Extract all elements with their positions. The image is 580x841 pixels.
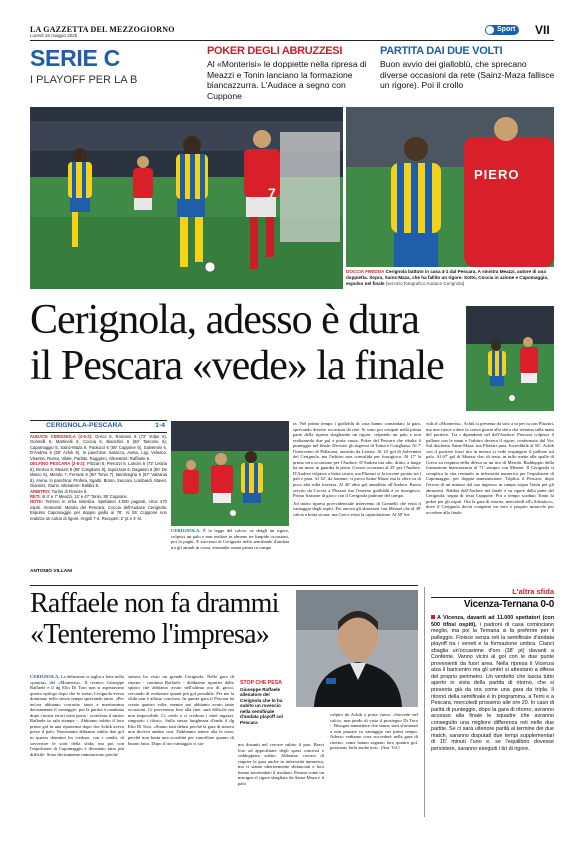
sidebar-lead: A Vicenza, davanti ad 11.000 spettatori (con 500 tifosi ospiti), bbox=[431, 615, 554, 628]
photo-sainz-maza bbox=[346, 107, 554, 267]
rubric-subtitle: I PLAYOFF PER LA B bbox=[30, 74, 138, 86]
teaser-volti-kicker: PARTITA DAI DUE VOLTI bbox=[380, 45, 503, 57]
jersey-number: 7 bbox=[268, 185, 276, 201]
caption-lead: DOCCIA FREDDA bbox=[346, 269, 385, 274]
sidebar-rule bbox=[431, 597, 554, 598]
headline2-line2: «Tenteremo l'impresa» bbox=[30, 619, 269, 650]
tabellino-label: RETI: bbox=[30, 493, 41, 499]
tabellino-label: NOTE: bbox=[30, 499, 44, 505]
headline-line2: il Pescara «vede» la finale bbox=[30, 343, 444, 389]
photo-action bbox=[171, 421, 289, 526]
tabellino-cerignola bbox=[30, 434, 167, 461]
article1-col3-text: ra. Nel primo tempo i gialloblù di casa hanno comandato la gara, sprecando diverse occasioni da rete. Si sono poi sciupati nella prima parte della ripresa sbagliando un rigore, colpendo un palo e non realizzando due gol a porta vuota. Poker del Pescara che ribalta il punteggio nel finale. Decisivi gli ingressi di Tonin e Corigliano. Al 7' l'intervento di Pellacani, assistito da Letizia. Al 14' gol di Salvemini del Cerignola, ma l'arbitro non convalida per fuorigioco. Al 17' la prima vera occasione per l'Audace: D'Andrea tira alto, dritto, a lungo ha un muro in guardia la porta. Grosse occasioni al 25' per l'Audace. D'Andrea colpisce a botta sicura, ma Plizzari si fa trovare pronto tra i pali e para. Al 32', da lontano, ci prova Sainz-Maza, ma la sfera va di poco alta sulla traversa. Al 40' altro gol annullato all'Audace. Russo servito da Coccia a Plizzari ma l'esterno gialloblù è in fuorigioco. Primo frazione di gioco con il Cerignola padrone del campo. bbox=[293, 421, 421, 499]
main-headline bbox=[30, 297, 470, 389]
headline2 bbox=[30, 588, 290, 650]
tabellino-pescara bbox=[30, 461, 167, 488]
section-divider bbox=[30, 585, 418, 586]
tabellino-label: ARBITRO: bbox=[30, 488, 51, 494]
article2-lead: CERIGNOLA. bbox=[30, 674, 60, 679]
article1-col3b-text: Ad inizio ripresa provvidenziale intervento di Gonnelli che evita il vantaggio degli ospiti. Poi ancora gli abruzzesi con Meazzi che al 49' calcia a botta sicura, ma Greco evita la capitolazione. Al 50' bri- bbox=[293, 500, 421, 517]
sport-logo-icon bbox=[486, 26, 494, 34]
photo2-scene bbox=[346, 107, 554, 267]
article2-col2 bbox=[128, 674, 234, 816]
sidebar-title: Vicenza-Ternana 0-0 bbox=[463, 599, 554, 610]
caption-stop-title: STOP CHE PESA bbox=[240, 680, 282, 686]
byline-villani: ANTONIO VILLANI bbox=[30, 569, 73, 574]
photo5-scene bbox=[296, 590, 418, 707]
page-number: VII bbox=[535, 23, 550, 37]
score-rule-bottom bbox=[30, 432, 167, 433]
section-badge bbox=[485, 25, 519, 35]
teaser-poker-kicker: POKER DEGLI ABRUZZESI bbox=[207, 45, 343, 57]
teaser-poker bbox=[207, 45, 372, 101]
photo-raffaele bbox=[296, 590, 418, 707]
article2-col1 bbox=[30, 674, 124, 816]
sidebar-text: i padroni di casa cominciano meglio, ma poi la Ternana si fa preferire per il palleggio. Finisce senza reti la semifinale d'andata playoff tra i veneti e la formazione umbra. Cianci sbaglia un'occasione d'oro (38' pt) davanti a Confente. Vanno vicini al gol con le due punte provenienti da fuori area. Nella ripresa il Vicenza alza il baricentro ma gli umbri si attestano a difesa del proprio perimetro. Un verdetto che lascia tutto aperto in vista della partita di ritorno, che si presenta già da ora come una gara da tripla. Il ritorno della semifinale è in programma, a Terni e a Pescara, mercoledì prossimo alle ore 20. In caso di parità di punteggio, dopo la gara di ritorno, avranno accesso alla finale le squadre che avranno conseguito una migliore differenza reti nelle due partite. Se ci sarà ulteriore parità al termine dei due match, saranno disputati due tempi supplementari di 15' minuti l'uno e, se l'equilibrio dovesse persistere, saranno eseguiti i tiri di rigore. bbox=[431, 621, 554, 752]
photo-coccia bbox=[466, 306, 554, 411]
score-rule-top bbox=[30, 420, 167, 421]
caption-stop-text: Giuseppe Raffaele allenatore del Cerignola che lo ha subìto un rovescio nella semifinale d'andata playoff col Pescara bbox=[240, 686, 283, 726]
back-name-print: PIERO bbox=[474, 167, 520, 182]
headline-line1: Cerignola, adesso è dura bbox=[30, 297, 419, 343]
caption-small-lead: CERIGNOLA. bbox=[171, 528, 201, 533]
section-label: Sport bbox=[497, 26, 516, 33]
main-photo-caption bbox=[346, 269, 554, 286]
caption-text: Cerignola battuto in casa 4-1 dal Pescara. A sinistra Meazzi, autore di una doppietta. Sopra, Sainz-Maza, che ha fallito un rigore. Sotto, Coccia in azione e Capomaggio, espulso nel finale bbox=[346, 269, 549, 286]
score-teams: CERIGNOLA-PESCARA bbox=[46, 422, 123, 429]
masthead bbox=[30, 25, 554, 39]
photo-scene bbox=[30, 107, 343, 289]
score-result: 1-4 bbox=[155, 422, 165, 429]
article2-col1-text: La delusione si taglia a fette nella «pancia» del «Monterisi». Il tecnico Giuseppe Raffaele e il dg Elio Di Toro non si aspettavano questo epilogo dopo che lo stesso Cerignola aveva dominato nello stesso tempo sprecando tanto. «Per un'ora abbiamo costruito tanto e meritavamo decisamente il vantaggio, poi la partita è cambiata dopo i nostri errori sotto porta - sconfessa il mister Raffaele in sala stampa -. Abbiamo subìto il loro primo gol in una ripartenza dopo che Achik aveva preso il palo. Nonostante abbiamo subìto due gol in questo dominio ho creduto, con i cambi, di sovvertire le sorti della sfida, ma poi con l'espulsione di Capomaggio è diventato tutto più difficile. Sono decisamente rammaricato perché bbox=[30, 674, 124, 757]
photo4-scene bbox=[171, 421, 289, 526]
tabellino bbox=[30, 434, 167, 521]
teaser-volti bbox=[380, 45, 555, 91]
headline2-line1: Raffaele non fa drammi bbox=[30, 588, 279, 619]
sidebar-marker-icon bbox=[431, 615, 435, 619]
caption-small-text: È la legge del calcio: se sbagli un rigore, colpisci un palo e non realizzi in almeno tre limpide occasioni, poi la paghi. E successo al Cerignola nella semifinale d'andata tra gli attuali in corsa, entrambe ormai prima in campo bbox=[171, 528, 289, 550]
teaser-poker-text: Al «Monterisi» le doppiette nella ripresa di Meazzi e Tonin lanciano la formazione biancazzurra. L'Audace a segno con Cuppone bbox=[207, 59, 367, 101]
tabellino-label: AUDACE CERIGNOLA (3-5-2): bbox=[30, 434, 93, 439]
rubric-title: SERIE C bbox=[30, 45, 120, 71]
photo3-scene bbox=[466, 306, 554, 411]
tabellino-text: Plizzari 6, Pierozzi 6, Lancini 6 (72' Letizia 6), Brosco 6, Meazzi 8 (80' Corigliano 6), Squizzato 6, Dagasso 6 (80' De Marco 6), Merola 7, Ferraris 6 (60' Tonin 7), Bentivegna 6 (67' Valzania 6), Arena. In panchina: Profeta, Sgarbi, Broso, Saccani, Lombardi, Staver, Giannini, Giunti. Allenatore: Baldini 8. bbox=[30, 461, 168, 489]
caption-stop bbox=[240, 680, 292, 726]
tabellino-label: DELFINO PESCARA (3-5-2): bbox=[30, 461, 86, 467]
article2-col3-text: mo disuniti nel cercare subito il pari. Bravi loro ad approfittare degli spazi concessi e raddoppiare subito. Abbiamo cercato di riaprire la gara anche in inferiorità numerica, ma ci siamo ulteriormente sbilanciati e loro hanno arrotondato il risultato. Pesano come un macigno il rigore sbagliato da Sainz-Maza e il palo bbox=[238, 742, 324, 786]
sidebar-box bbox=[424, 587, 554, 817]
article1-col4 bbox=[426, 421, 554, 580]
tabellino-text: st 4' e 7' Meazzi, 12' e 47' Tonin, 38' Cuppone. bbox=[42, 493, 128, 499]
tabellino-text: Greco 6, Romano 6 (72' Volpe 6), Gonnelli 6, Martinelli 6, Coccia 6, Bianchini 6 (60' Tascone 6), Capomaggio 5, Sainz-Maza 6, Paolucci 6 (60' Cuppone 6), Salvemini 6, D'Andrea 6 (60' Achik 6). In panchina: Saracco, Aveta, Ligi, Velasco, Visentin, Russo, Vitale, Parlato, Ruggiero. Allenatore: Raffaele 6. bbox=[30, 434, 167, 461]
tabellino-note bbox=[30, 499, 167, 521]
caption-small bbox=[171, 528, 289, 578]
article2-col4 bbox=[330, 712, 418, 816]
tabellino-text: Terreno in erba sintetica. Spettatori 4.000 paganti, circa 470 ospiti. Ammoniti: Merola del Pescara, Coccia dell'Audace Cerignola. Espulso Capomaggio per doppio giallo al 78'. Al 55' Cuppone non realizza un calcio di rigore. Angoli 7-4. Recuperi: 2' pt e 4' st. bbox=[30, 499, 167, 521]
main-photo-meazzi bbox=[30, 107, 343, 289]
teaser-volti-text: Buon avvio dei gialloblù, che sprecano diverse occasioni da rete (Sainz-Maza fallisce un rigore). Poi il crollo bbox=[380, 59, 555, 90]
masthead-paper: LA GAZZETTA DEL MEZZOGIORNO bbox=[30, 25, 175, 34]
sidebar-kicker: L'altra sfida bbox=[512, 587, 554, 596]
masthead-rule bbox=[30, 40, 554, 41]
article2-col3 bbox=[238, 742, 324, 816]
article1-col3 bbox=[293, 421, 421, 580]
sidebar-body bbox=[431, 615, 554, 752]
caption-credit: [servizio fotografico Audace Cerignola] bbox=[385, 280, 465, 286]
article2-col2-text: stasera ho visto un grande Cerignola. Nella gara di ritorno - continua Raffaele - dobbiamo ripartire dallo spirito che abbiamo avuto nell'ultima ora di gioco, cercando di realizzare quanti più gol possibile. Per me la sfida non è affatto conclusa. In questa gara il Pescara ha creato quattro volte, mentre noi abbiamo avuto tante occasioni. Ci proveremo fino alla fine: sarà difficile ma non impossibile. Ci credo e ci credono i miei ragazzi, ringrazio i tifosi». Sulla stessa lunghezza d'onda il dg Elio Di Toro. «Siamo tutti delusi perché la gara di stasera non doveva andare così. Dobbiamo tenere alta la testa, perché non basta una sconfitta per cancellare quanto di buono fatto. Dopo il tiro vantaggio ci sia- bbox=[128, 674, 234, 746]
tabellino-text: Turrini di Firenze 6. bbox=[51, 488, 88, 494]
masthead-date: Lunedì 26 maggio 2025 bbox=[30, 33, 78, 38]
scoreline bbox=[30, 422, 167, 432]
article2-col4-text: colpito da Achik a porta vuota. «Succede nel calcio, non perdo di vista il prosieguo Di Toro -. Bisogna ammettere che siamo stati sfortunati a non passare in vantaggio nei primi tempo. Adesso vediamo cosa succederà nella gara di ritorno, come hanno segnato loro quattro gol, possiamo farlo anche noi». [Ant. Vil.] bbox=[330, 712, 418, 751]
article1-col4-text: vidi al «Monterisi». Achik si presenta da solo a tu per tu con Plizzari, ma non riesce a dare la carica giusta alla sfera che termina sulla mani del portiere. Tra i dipendenti nel dell'Audace: Pierozzi colpisce il pallone con le mani e l'arbitro decreta il rigore, confermato dal Var. Sul dischetto Sainz-Maza, ma Plizzari para. Incredibile al 56': Achik con il portiere fuori tira in mezzo si vede respingere il pallone sul palo. Al 67' gol di Meazzi che, di testa, in tuffo mette alle spalle di Greco su respinta della difesa su un tiro di Merola. Raddoppio della formazione biancazzurra al 71' sempre con Meazzi. Il Cerignola si complica la vita restando in inferiorità numerica per l'espulsione di Capomaggio, per doppia ammonizione. Triplica il Pescara: dopo l'errore di un minuto dal suo ingresso in campo segna Tonin per gli abruzzesi. Rabbia dell'Audace nel finale e su rigore dalla parte del Cerignola: segna di testa Cuppone. Poi a tempo scaduto Tonin fa poker per gli ospiti. Ora la gara di ritorno, mercoledì all'«Adriatico», dove il Cerignola dovrà compiere un vero e proprio miracolo per accedere alla finale. bbox=[426, 421, 554, 515]
